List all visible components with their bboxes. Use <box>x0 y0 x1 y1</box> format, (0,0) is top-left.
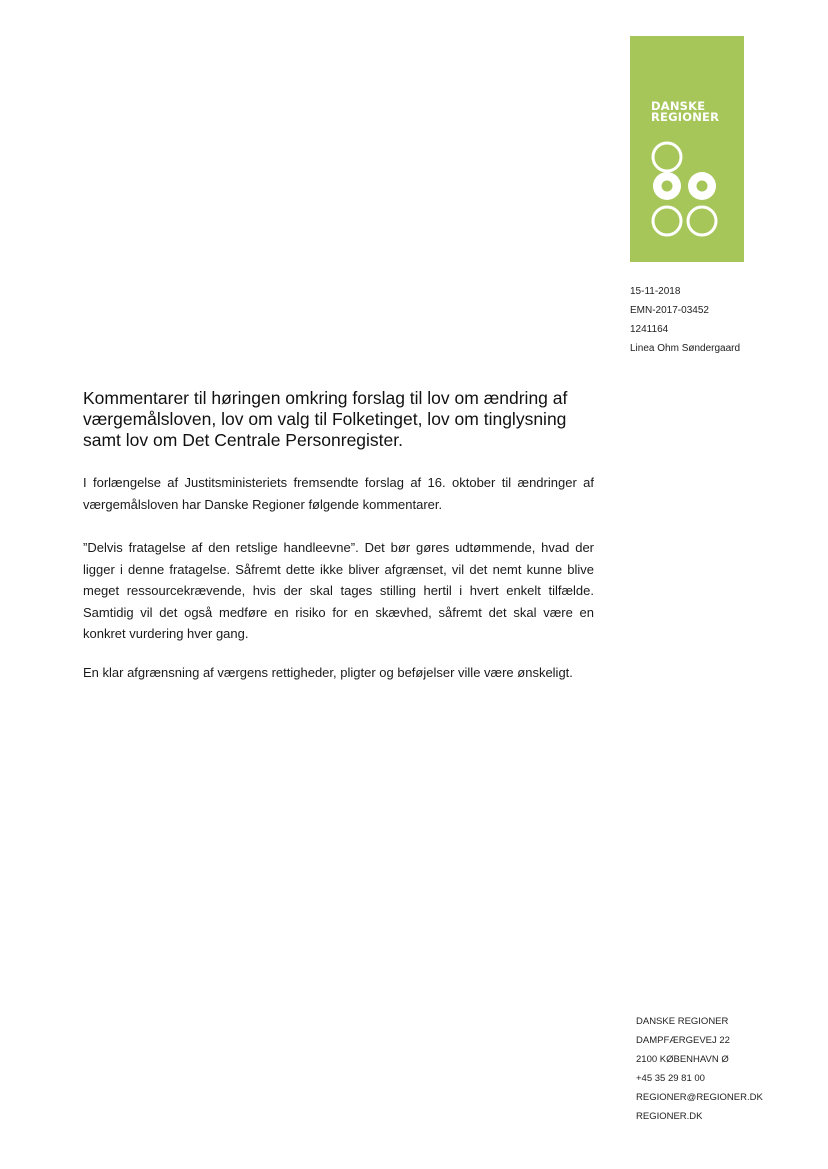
footer-email: REGIONER@REGIONER.DK <box>636 1092 763 1103</box>
footer-org: DANSKE REGIONER <box>636 1016 729 1027</box>
document-date: 15-11-2018 <box>630 286 681 297</box>
footer-street: DAMPFÆRGEVEJ 22 <box>636 1035 730 1046</box>
document-number: 1241164 <box>630 324 669 335</box>
document-title: Kommentarer til høringen omkring forslag til lov om ændring af værgemålsloven, lov om valg til Folketinget, lov om tinglysning samt lov om Det Centrale Personregister. <box>83 388 568 450</box>
paragraph-comment: ”Delvis fratagelse af den retslige handleevne”. Det bør gøres udtømmende, hvad der ligger i denne fratagelse. Såfremt dette ikke bliver afgrænset, vil det nemt kunne blive meget ressourcekrævende, hvis der skal tages stilling hertil i hvert enkelt tilfælde. Samtidig vil det også medføre en risiko for en skævhed, såfremt det skal være en konkret vurdering hver gang. <box>83 540 594 641</box>
paragraph-conclusion: En klar afgrænsning af værgens rettigheder, pligter og beføjelser ville være ønskeligt. <box>83 665 573 680</box>
author-name: Linea Ohm Søndergaard <box>630 343 741 354</box>
footer-address <box>636 1012 763 1126</box>
logo-circles-icon <box>630 36 744 262</box>
case-number: EMN-2017-03452 <box>630 305 709 316</box>
document-metadata <box>630 282 740 358</box>
danske-regioner-logo <box>630 36 744 262</box>
footer-phone: +45 35 29 81 00 <box>636 1073 705 1084</box>
logo-line-1: DANSKE <box>651 99 706 113</box>
footer-web: REGIONER.DK <box>636 1111 703 1122</box>
paragraph-intro: I forlængelse af Justitsministeriets fremsendte forslag af 16. oktober til ændringer af værgemålsloven har Danske Regioner følgende kommentarer. <box>83 475 594 512</box>
footer-city: 2100 KØBENHAVN Ø <box>636 1054 729 1065</box>
logo-line-2: REGIONER <box>651 110 720 124</box>
